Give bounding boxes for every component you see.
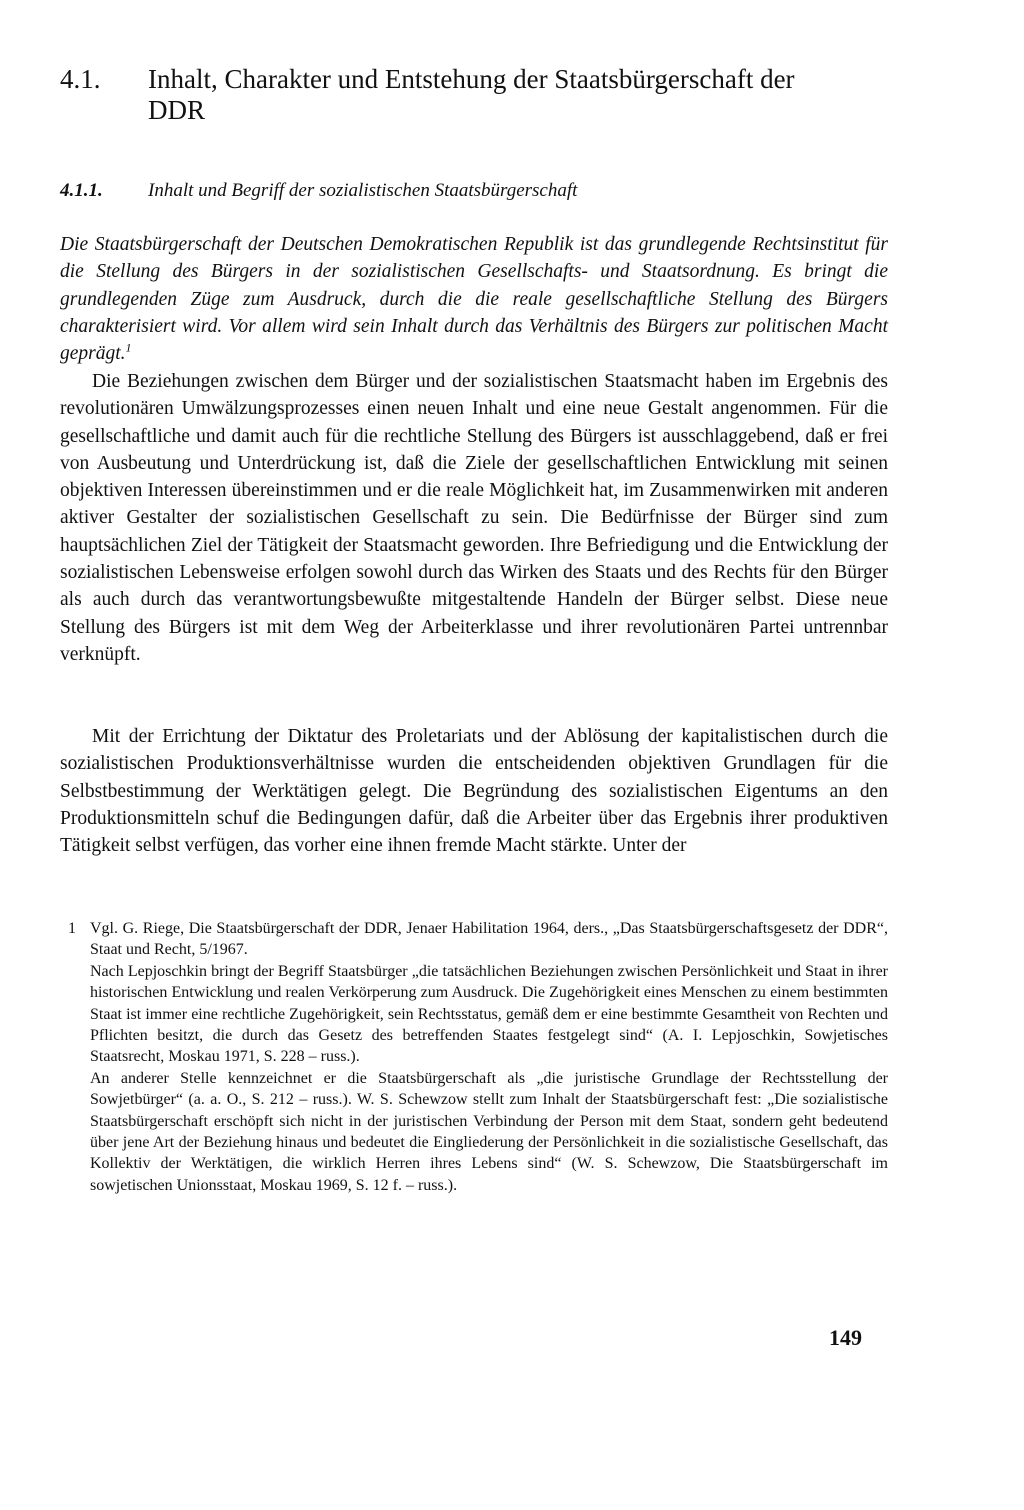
intro-text: Die Staatsbürgerschaft der Deutschen Demokratischen Republik ist das grundlegende Rechtsinstitut für die Stellung des Bürgers in der sozialistischen Gesellschafts- und Staatsordnung. Es bringt die grundlegenden Züge zum Ausdruck, durch die die reale gesellschaftliche Stellung des Bürgers charakterisiert wird. Vor allem wird sein Inhalt durch das Verhältnis des Bürgers zur politischen Macht geprägt. xyxy=(60,234,888,365)
footnote-marker: 1 xyxy=(68,920,76,937)
footnote-text-1: Vgl. G. Riege, Die Staatsbürgerschaft der DDR, Jenaer Habilitation 1964, ders., „Das Staatsbürgerschaftsgesetz der DDR“, Staat und Recht, 5/1967. xyxy=(90,920,888,959)
footnote-text-3: An anderer Stelle kennzeichnet er die Staatsbürgerschaft als „die juristische Grundlage der Rechtsstellung der Sowjetbürger“ (a. a. O., S. 212 – russ.). W. S. Schewzow stellt zum Inhalt der Staatsbürgerschaft fest: „Die sozialistische Staatsbürgerschaft erschöpft sich nicht in der juristischen Verbindung der Person mit dem Staat, sondern geht bedeutend über jene Art der Beziehung hinaus und bedeutet die Eingliederung der Persönlichkeit in die sozialistische Gesellschaft, das Kollektiv der Werktätigen, die wirklich Herren ihres Lebens sind“ (W. S. Schewzow, Die Staatsbürgerschaft im sowjetischen Unionsstaat, Moskau 1969, S. 12 f. – russ.). xyxy=(90,1069,888,1194)
body-paragraph-1: Die Beziehungen zwischen dem Bürger und der sozialistischen Staatsmacht haben im Ergebnis des revolutionären Umwälzungsprozesses einen neuen Inhalt und eine neue Gestalt angenommen. Für die gesellschaftliche und damit auch für die rechtliche Stellung des Bürgers ist ausschlaggebend, daß er frei von Ausbeutung und Unterdrückung ist, daß die Ziele der gesellschaftlichen Entwicklung mit seinen objektiven Interessen übereinstimmen und er die reale Möglichkeit hat, im Zusammenwirken mit anderen aktiver Gestalter der sozialistischen Gesellschaft zu sein. Die Bedürfnisse der Bürger sind zum hauptsächlichen Ziel der Tätigkeit der Staatsmacht geworden. Ihre Befriedigung und die Entwicklung der sozialistischen Lebensweise erfolgen sowohl durch das Wirken des Staats und des Rechts für den Bürger als auch durch das verantwortungsbewußte mitgestaltende Handeln der Bürger selbst. Diese neue Stellung des Bürgers ist mit dem Weg der Arbeiterklasse und ihrer revolutionären Partei untrennbar verknüpft. xyxy=(60,371,888,665)
section-title: Inhalt und Begriff der sozialistischen Staatsbürgerschaft xyxy=(148,180,578,201)
body-paragraph-2: Mit der Errichtung der Diktatur des Proletariats und der Ablösung der kapitalistischen durch die sozialistischen Produktionsverhältnisse wurden die entscheidenden objektiven Grundlagen für die Selbstbestimmung der Werktätigen gelegt. Die Begründung des sozialistischen Eigentums an den Produktionsmitteln schuf die Bedingungen dafür, daß die Arbeiter über das Ergebnis ihrer produktiven Tätigkeit selbst verfügen, das vorher eine ihnen fremde Macht stärkte. Unter der xyxy=(60,726,888,857)
chapter-title: Inhalt, Charakter und Entstehung der Staatsbürgerschaft der DDR xyxy=(148,64,795,125)
footnote-text-2: Nach Lepjoschkin bringt der Begriff Staatsbürger „die tatsächlichen Beziehungen zwischen Persönlichkeit und Staat in ihrer historischen Entwicklung und realen Verkörperung zum Ausdruck. Die Zugehörigkeit eines Menschen zu einem bestimmten Staat ist immer eine rechtliche Zugehörigkeit, sein Rechtsstatus, gemäß dem er eine bestimmte Gesamtheit von Rechten und Pflichten besitzt, die durch das Gesetz des betreffenden Staates festgelegt sind“ (A. I. Lepjoschkin, Sowjetisches Staatsrecht, Moskau 1971, S. 228 – russ.). xyxy=(90,962,888,1066)
chapter-number: 4.1. xyxy=(60,64,101,94)
footnote-body xyxy=(90,918,888,1196)
section-number: 4.1.1. xyxy=(60,180,103,201)
page-number: 149 xyxy=(829,1325,862,1350)
intro-paragraph xyxy=(60,231,888,367)
footnote-reference: 1 xyxy=(125,340,132,355)
